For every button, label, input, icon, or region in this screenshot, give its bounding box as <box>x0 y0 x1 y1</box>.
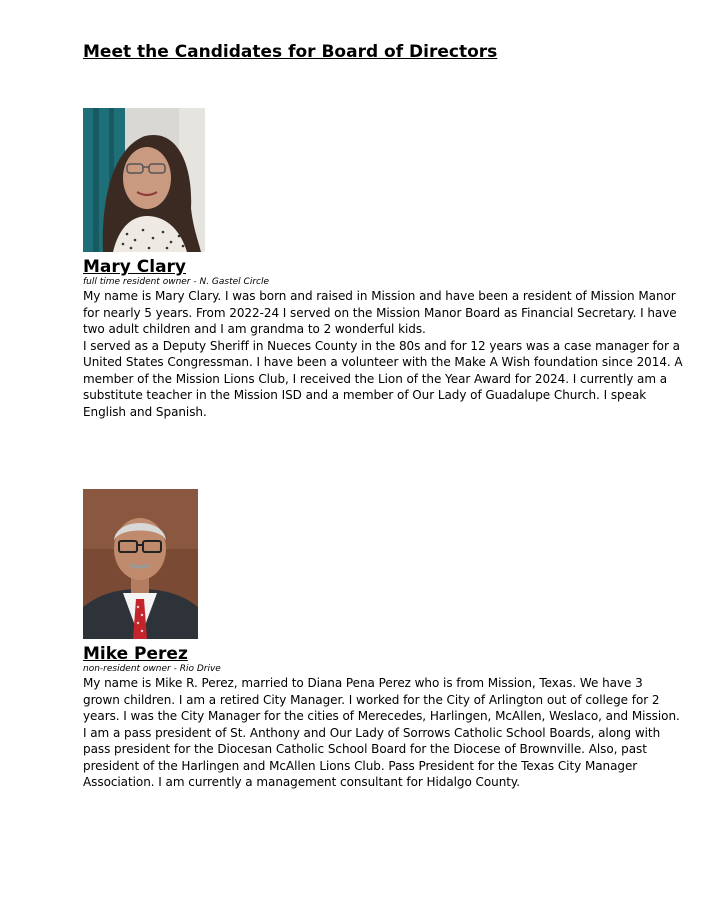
candidate-subtitle: full time resident owner - N. Gastel Circle <box>83 277 270 287</box>
candidate-section <box>83 489 683 791</box>
portrait-image <box>83 489 198 639</box>
candidate-name: Mary Clary <box>83 257 187 277</box>
candidate-bio <box>83 675 683 791</box>
candidate-subtitle: non-resident owner - Rio Drive <box>83 664 221 674</box>
page-title: Meet the Candidates for Board of Directors <box>83 42 498 62</box>
bio-paragraph: My name is Mike R. Perez, married to Diana Pena Perez who is from Mission, Texas. We have 3 grown children. I am a retired City Manager. I worked for the City of Arlington out of college for 2 years. I was the City Manager for the cities of Merecedes, Harlingen, McAllen, Weslaco, and Mission. I am a pass president of St. Anthony and Our Lady of Sorrows Catholic School Boards, along with pass president for the Diocesan Catholic School Board for the Diocese of Brownville. Also, past president of the Harlingen and McAllen Lions Club. Pass President for the Texas City Manager Association. I am currently a management consultant for Hidalgo County. <box>83 676 680 789</box>
candidate-name: Mike Perez <box>83 644 188 664</box>
candidate-bio <box>83 288 683 420</box>
portrait-image <box>83 108 205 252</box>
candidate-section <box>83 108 683 420</box>
bio-paragraph: I served as a Deputy Sheriff in Nueces County in the 80s and for 12 years was a case manager for a United States Congressman. I have been a volunteer with the Make A Wish foundation since 2014. A member of the Mission Lions Club, I received the Lion of the Year Award for 2024. I currently am a substitute teacher in the Mission ISD and a member of Our Lady of Guadalupe Church. I speak English and Spanish. <box>83 338 683 419</box>
bio-paragraph: My name is Mary Clary. I was born and raised in Mission and have been a resident of Mission Manor for nearly 5 years. From 2022-24 I served on the Mission Manor Board as Financial Secretary. I have two adult children and I am grandma to 2 wonderful kids. <box>83 289 677 336</box>
candidate-photo <box>83 108 205 252</box>
candidate-photo <box>83 489 198 639</box>
